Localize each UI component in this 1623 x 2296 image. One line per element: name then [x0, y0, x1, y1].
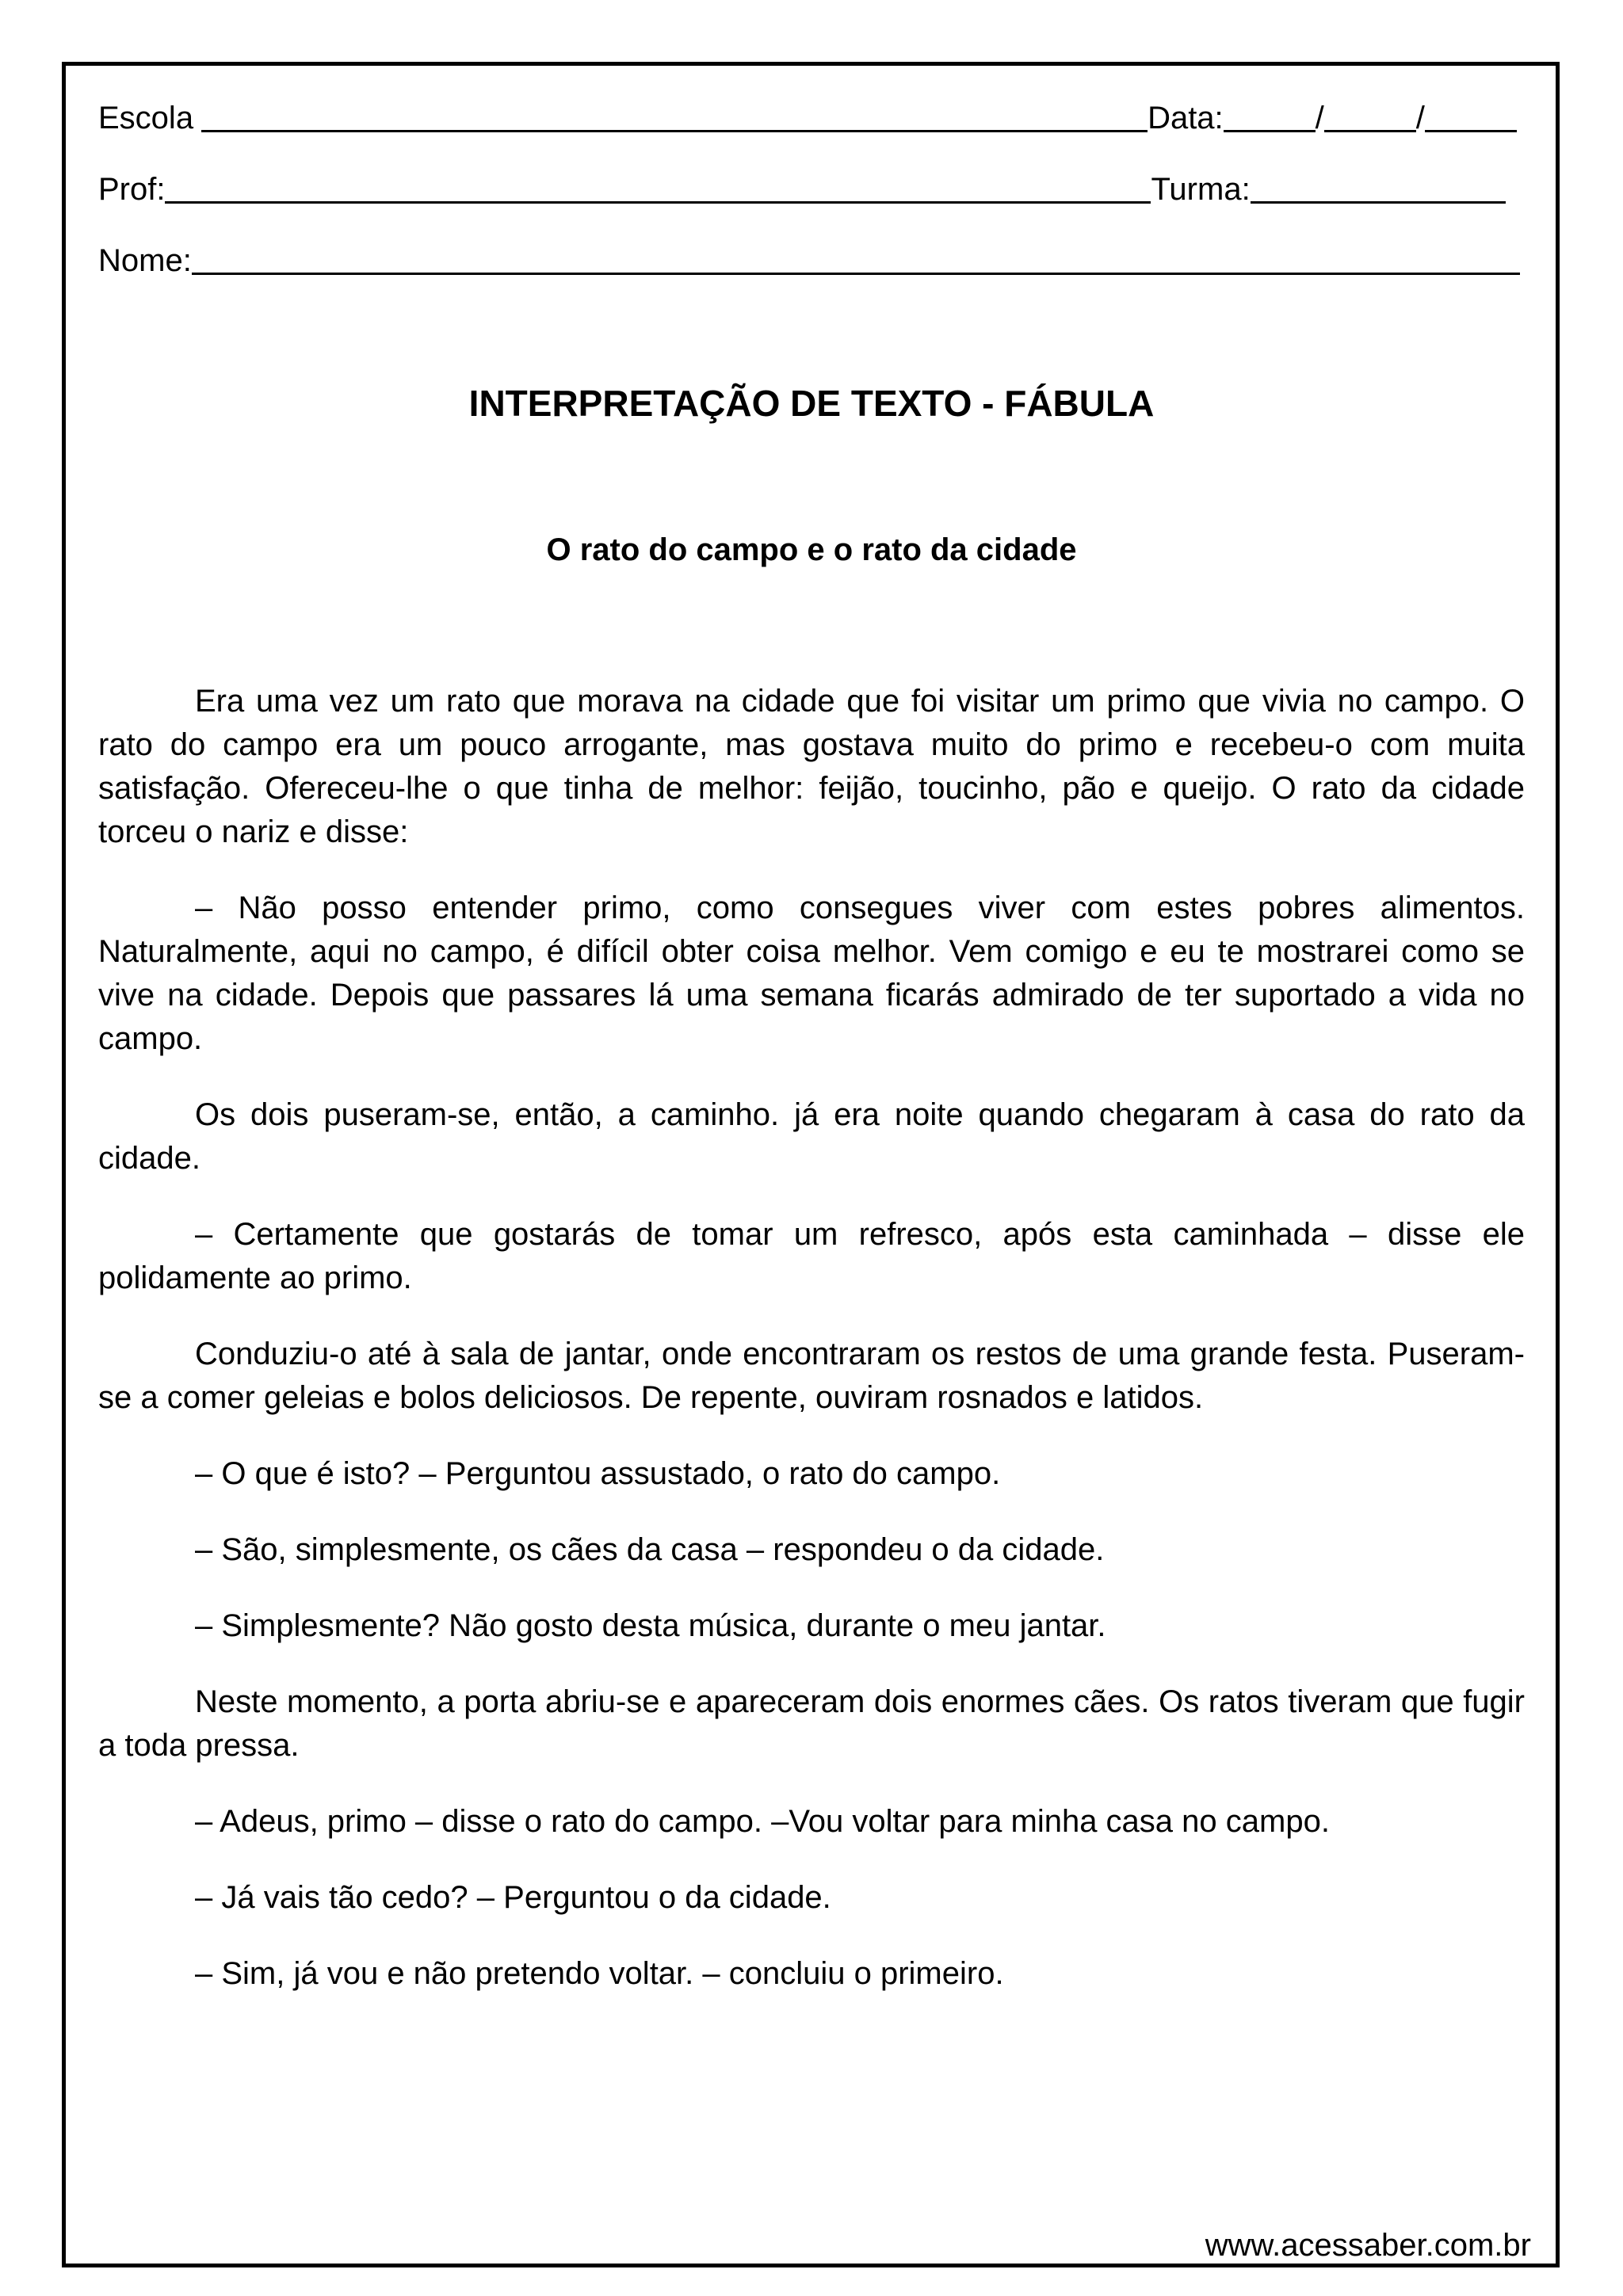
story-paragraph: Neste momento, a porta abriu-se e apareceram dois enormes cães. Os ratos tiveram que fugir a toda pressa.	[98, 1684, 1525, 1763]
story-text	[98, 680, 1525, 2028]
date-separator: /	[1415, 101, 1425, 135]
story-paragraph: Conduziu-o até à sala de jantar, onde encontraram os restos de uma grande festa. Puseram-se a comer geleias e bolos deliciosos. De repente, ouviram rosnados e latidos.	[98, 1337, 1525, 1415]
turma-label: Turma:	[1151, 172, 1251, 207]
prof-label: Prof:	[98, 172, 166, 207]
header-nome-row	[98, 241, 1520, 280]
story-paragraph: Era uma vez um rato que morava na cidade que foi visitar um primo que vivia no campo. O rato do campo era um pouco arrogante, mas gostava muito do primo e recebeu-o com muita satisfação. Ofereceu-lhe o que tinha de melhor: feijão, toucinho, pão e queijo. O rato da cidade torceu o nariz e disse:	[98, 684, 1525, 849]
nome-field[interactable]	[192, 241, 1520, 275]
date-day-field[interactable]	[1224, 98, 1316, 132]
story-title: O rato do campo e o rato da cidade	[546, 532, 1077, 567]
story-paragraph: – Adeus, primo – disse o rato do campo. –Vou voltar para minha casa no campo.	[195, 1804, 1330, 1839]
story-paragraph: – O que é isto? – Perguntou assustado, o rato do campo.	[195, 1456, 1001, 1491]
page-title: INTERPRETAÇÃO DE TEXTO - FÁBULA	[468, 383, 1155, 424]
date-year-field[interactable]	[1425, 98, 1517, 132]
story-paragraph: Os dois puseram-se, então, a caminho. já era noite quando chegaram à casa do rato da cidade.	[98, 1097, 1525, 1176]
story-paragraph: – Sim, já vou e não pretendo voltar. – concluiu o primeiro.	[195, 1956, 1004, 1991]
header-escola-row	[98, 98, 1517, 137]
story-paragraph: – São, simplesmente, os cães da casa – respondeu o da cidade.	[195, 1532, 1105, 1567]
date-separator: /	[1315, 101, 1324, 135]
nome-label: Nome:	[98, 243, 192, 278]
header-prof-row	[98, 170, 1506, 208]
story-paragraph: – Não posso entender primo, como consegues viver com estes pobres alimentos. Naturalmente, aqui no campo, é difícil obter coisa melhor. Vem comigo e eu te mostrarei como se vive na cidade. Depois que passares lá uma semana ficarás admirado de ter suportado a vida no campo.	[98, 891, 1525, 1056]
date-month-field[interactable]	[1324, 98, 1416, 132]
story-paragraph: – Certamente que gostarás de tomar um refresco, após esta caminhada – disse ele polidamente ao primo.	[98, 1217, 1525, 1295]
prof-field[interactable]	[165, 170, 1151, 204]
footer-url: www.acessaber.com.br	[1205, 2228, 1531, 2263]
turma-field[interactable]	[1251, 170, 1506, 204]
data-label: Data:	[1148, 101, 1224, 135]
story-paragraph: – Já vais tão cedo? – Perguntou o da cidade.	[195, 1880, 831, 1915]
escola-field[interactable]	[201, 98, 1148, 132]
story-paragraph: – Simplesmente? Não gosto desta música, durante o meu jantar.	[195, 1608, 1106, 1643]
escola-label: Escola	[98, 101, 194, 135]
